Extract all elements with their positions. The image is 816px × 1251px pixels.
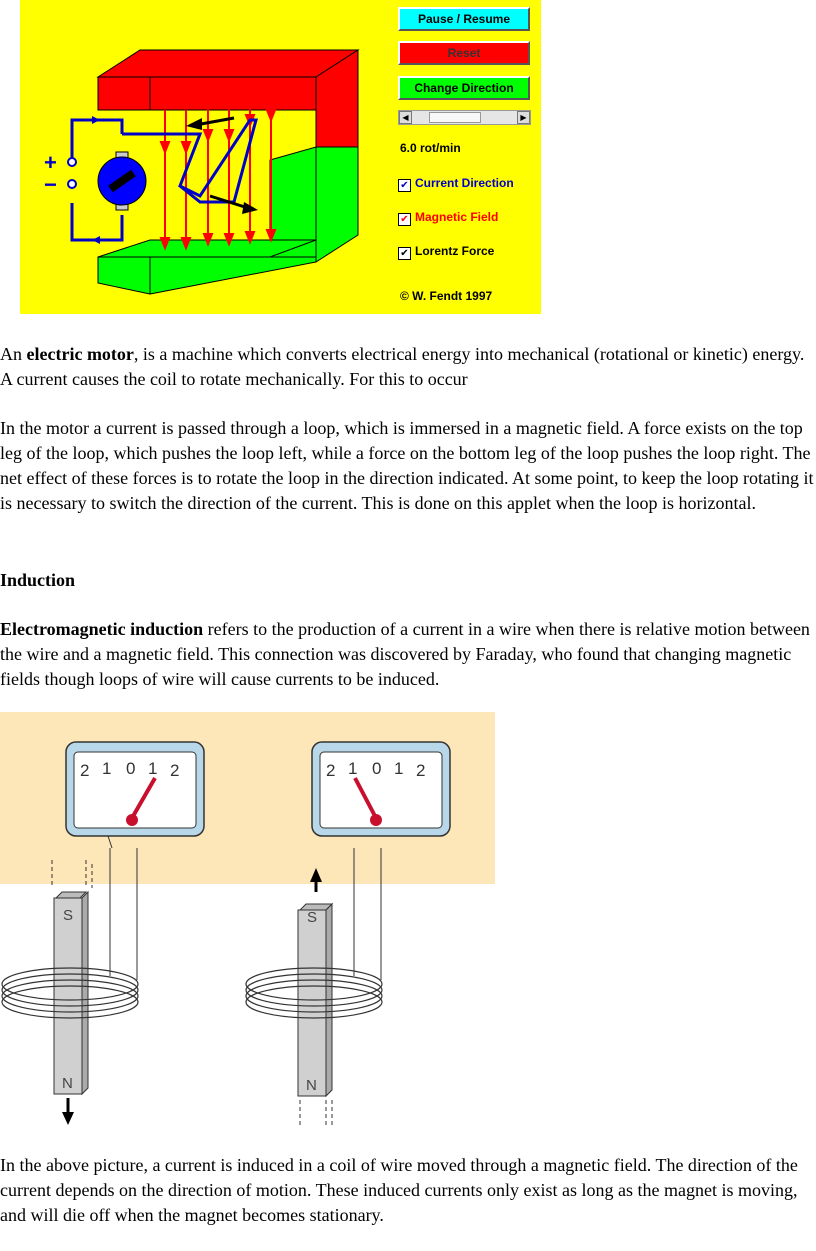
pole-label: S [307, 909, 318, 926]
checkbox-check-icon[interactable]: ✔ [398, 179, 411, 192]
induction-figure [0, 712, 495, 1132]
pole-label: N [306, 1077, 317, 1094]
change-direction-button[interactable]: Change Direction [398, 76, 530, 100]
south-pole-front-face [98, 257, 150, 294]
pole-label: S [63, 907, 74, 924]
p1-prefix: An [0, 344, 27, 364]
applet-copyright: © W. Fendt 1997 [400, 289, 493, 303]
induction-paragraph [0, 617, 816, 692]
magnetic-field-label: Magnetic Field [415, 210, 499, 224]
south-pole-base [150, 257, 316, 294]
induction-illustration [0, 712, 495, 1132]
checkbox-check-icon[interactable]: ✔ [398, 247, 411, 260]
terminal-minus: − [44, 172, 57, 197]
lorentz-force-label: Lorentz Force [415, 244, 495, 258]
scale-label: 1 [348, 759, 358, 778]
scale-label: 0 [126, 759, 136, 778]
pole-label: N [62, 1075, 73, 1092]
scale-label: 1 [394, 759, 404, 778]
down-arrow-icon [62, 1112, 74, 1125]
magnetic-field-checkbox[interactable] [398, 209, 498, 225]
slider-left-arrow-icon[interactable]: ◀ [399, 111, 412, 124]
reset-button[interactable]: Reset [398, 41, 530, 65]
scale-label: 1 [102, 759, 112, 778]
scale-label: 2 [80, 761, 90, 780]
current-direction-label: Current Direction [415, 176, 514, 190]
south-pole-side [316, 147, 358, 262]
p1-rest: , is a machine which converts electrical energy into mechanical (rotational or kinetic) energy. A current causes the coil to rotate mechanically. For this to occur [0, 344, 805, 389]
scale-label: 2 [416, 761, 426, 780]
slider-thumb[interactable] [429, 112, 481, 123]
electric-motor-term: electric motor [26, 344, 134, 364]
motor-applet [20, 0, 541, 314]
motor-paragraph [0, 342, 816, 392]
scale-label: 0 [372, 759, 382, 778]
pause-resume-button[interactable]: Pause / Resume [398, 7, 530, 31]
induction-heading: Induction [0, 570, 76, 590]
magnet-left [52, 860, 92, 1125]
scale-label: 1 [148, 759, 158, 778]
north-pole-top-face [98, 50, 358, 77]
speed-slider[interactable] [398, 110, 531, 125]
scale-label: 2 [326, 761, 336, 780]
current-direction-checkbox[interactable] [398, 175, 514, 191]
checkbox-check-icon[interactable]: ✔ [398, 213, 411, 226]
induction-caption-paragraph: In the above picture, a current is induced in a coil of wire moved through a magnetic field. The direction of the current depends on the direction of motion. These induced currents only exist as long as the magnet is moving, and will die off when the magnet becomes stationary. [0, 1155, 798, 1225]
p3-rest: refers to the production of a current in a wire when there is relative motion between the wire and a magnetic field. This connection was discovered by Faraday, who found that changing magnetic fields though loops of wire will cause currents to be induced. [0, 619, 810, 689]
terminal-plus: + [44, 150, 57, 175]
lorentz-force-checkbox[interactable] [398, 243, 494, 259]
north-pole-front-edge [98, 77, 150, 110]
slider-right-arrow-icon[interactable]: ▶ [517, 111, 530, 124]
speed-readout: 6.0 rot/min [400, 141, 461, 155]
motor-explanation-paragraph: In the motor a current is passed through a loop, which is immersed in a magnetic field. A force exists on the top leg of the loop, which pushes the loop left, while a force on the bottom leg of the loop pushes the loop right. The net effect of these forces is to rotate the loop in the direction indicated. At some point, to keep the loop rotating it is necessary to switch the direction of the current. This is done on this applet when the loop is horizontal. [0, 418, 814, 513]
scale-label: 2 [170, 761, 180, 780]
electromagnetic-induction-term: Electromagnetic induction [0, 619, 204, 639]
magnet-right [298, 868, 332, 1126]
